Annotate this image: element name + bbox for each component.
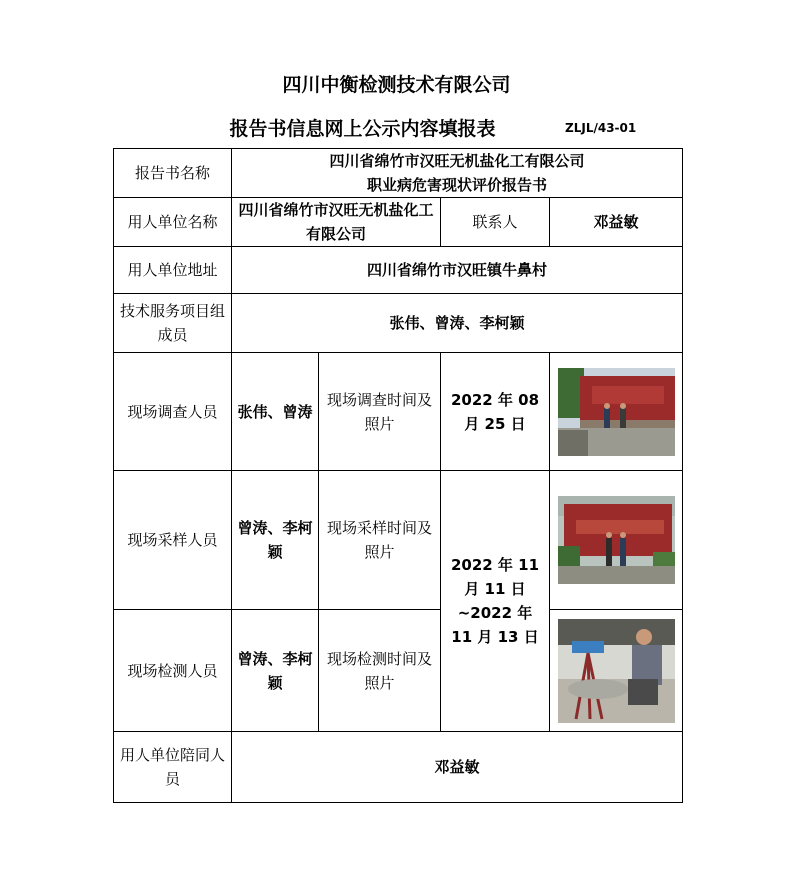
survey-people: 张伟、曾涛: [232, 353, 319, 471]
report-name-line2: 职业病危害现状评价报告书: [367, 176, 548, 194]
escort-label: 用人单位陪同人员: [114, 732, 232, 803]
form-title: 报告书信息网上公示内容填报表: [229, 118, 496, 140]
row-escort: [114, 732, 683, 803]
disclosure-form-table: [113, 148, 683, 803]
row-report-name: [114, 149, 683, 198]
sampling-photo-image: [558, 496, 675, 584]
report-name-label: 报告书名称: [114, 149, 232, 198]
address-value: 四川省绵竹市汉旺镇牛鼻村: [232, 247, 683, 294]
survey-label: 现场调查人员: [114, 353, 232, 471]
team-label: 技术服务项目组成员: [114, 294, 232, 353]
sampling-label: 现场采样人员: [114, 471, 232, 610]
company-name: 四川中衡检测技术有限公司: [282, 74, 511, 96]
survey-time-value: 2022 年 08 月 25 日: [441, 353, 550, 471]
row-employer: [114, 198, 683, 247]
team-value: 张伟、曾涛、李柯颖: [232, 294, 683, 353]
row-team: [114, 294, 683, 353]
row-testing: [114, 610, 683, 732]
testing-time-label: 现场检测时间及照片: [319, 610, 441, 732]
employer-label: 用人单位名称: [114, 198, 232, 247]
contact-label: 联系人: [441, 198, 550, 247]
escort-value: 邓益敏: [232, 732, 683, 803]
testing-photo-image: [558, 619, 675, 723]
row-survey: [114, 353, 683, 471]
sampling-time-value: 2022 年 11 月 11 日~2022 年 11 月 13 日: [441, 471, 550, 732]
row-address: [114, 247, 683, 294]
sampling-photo-cell: [550, 471, 683, 610]
contact-value: 邓益敏: [550, 198, 683, 247]
report-name-value: [232, 149, 683, 198]
employer-value: 四川省绵竹市汉旺无机盐化工有限公司: [232, 198, 441, 247]
sampling-people: 曾涛、李柯颖: [232, 471, 319, 610]
address-label: 用人单位地址: [114, 247, 232, 294]
survey-photo: [558, 368, 675, 456]
testing-people: 曾涛、李柯颖: [232, 610, 319, 732]
sampling-time-label: 现场采样时间及照片: [319, 471, 441, 610]
survey-photo-cell: [550, 353, 683, 471]
testing-photo: [558, 619, 675, 723]
testing-photo-cell: [550, 610, 683, 732]
report-name-line1: 四川省绵竹市汉旺无机盐化工有限公司: [329, 152, 585, 170]
survey-photo-image: [558, 368, 675, 456]
testing-label: 现场检测人员: [114, 610, 232, 732]
form-code: ZLJL/43-01: [565, 121, 637, 135]
sampling-photo: [558, 496, 675, 584]
survey-time-label: 现场调查时间及照片: [319, 353, 441, 471]
row-sampling: [114, 471, 683, 610]
